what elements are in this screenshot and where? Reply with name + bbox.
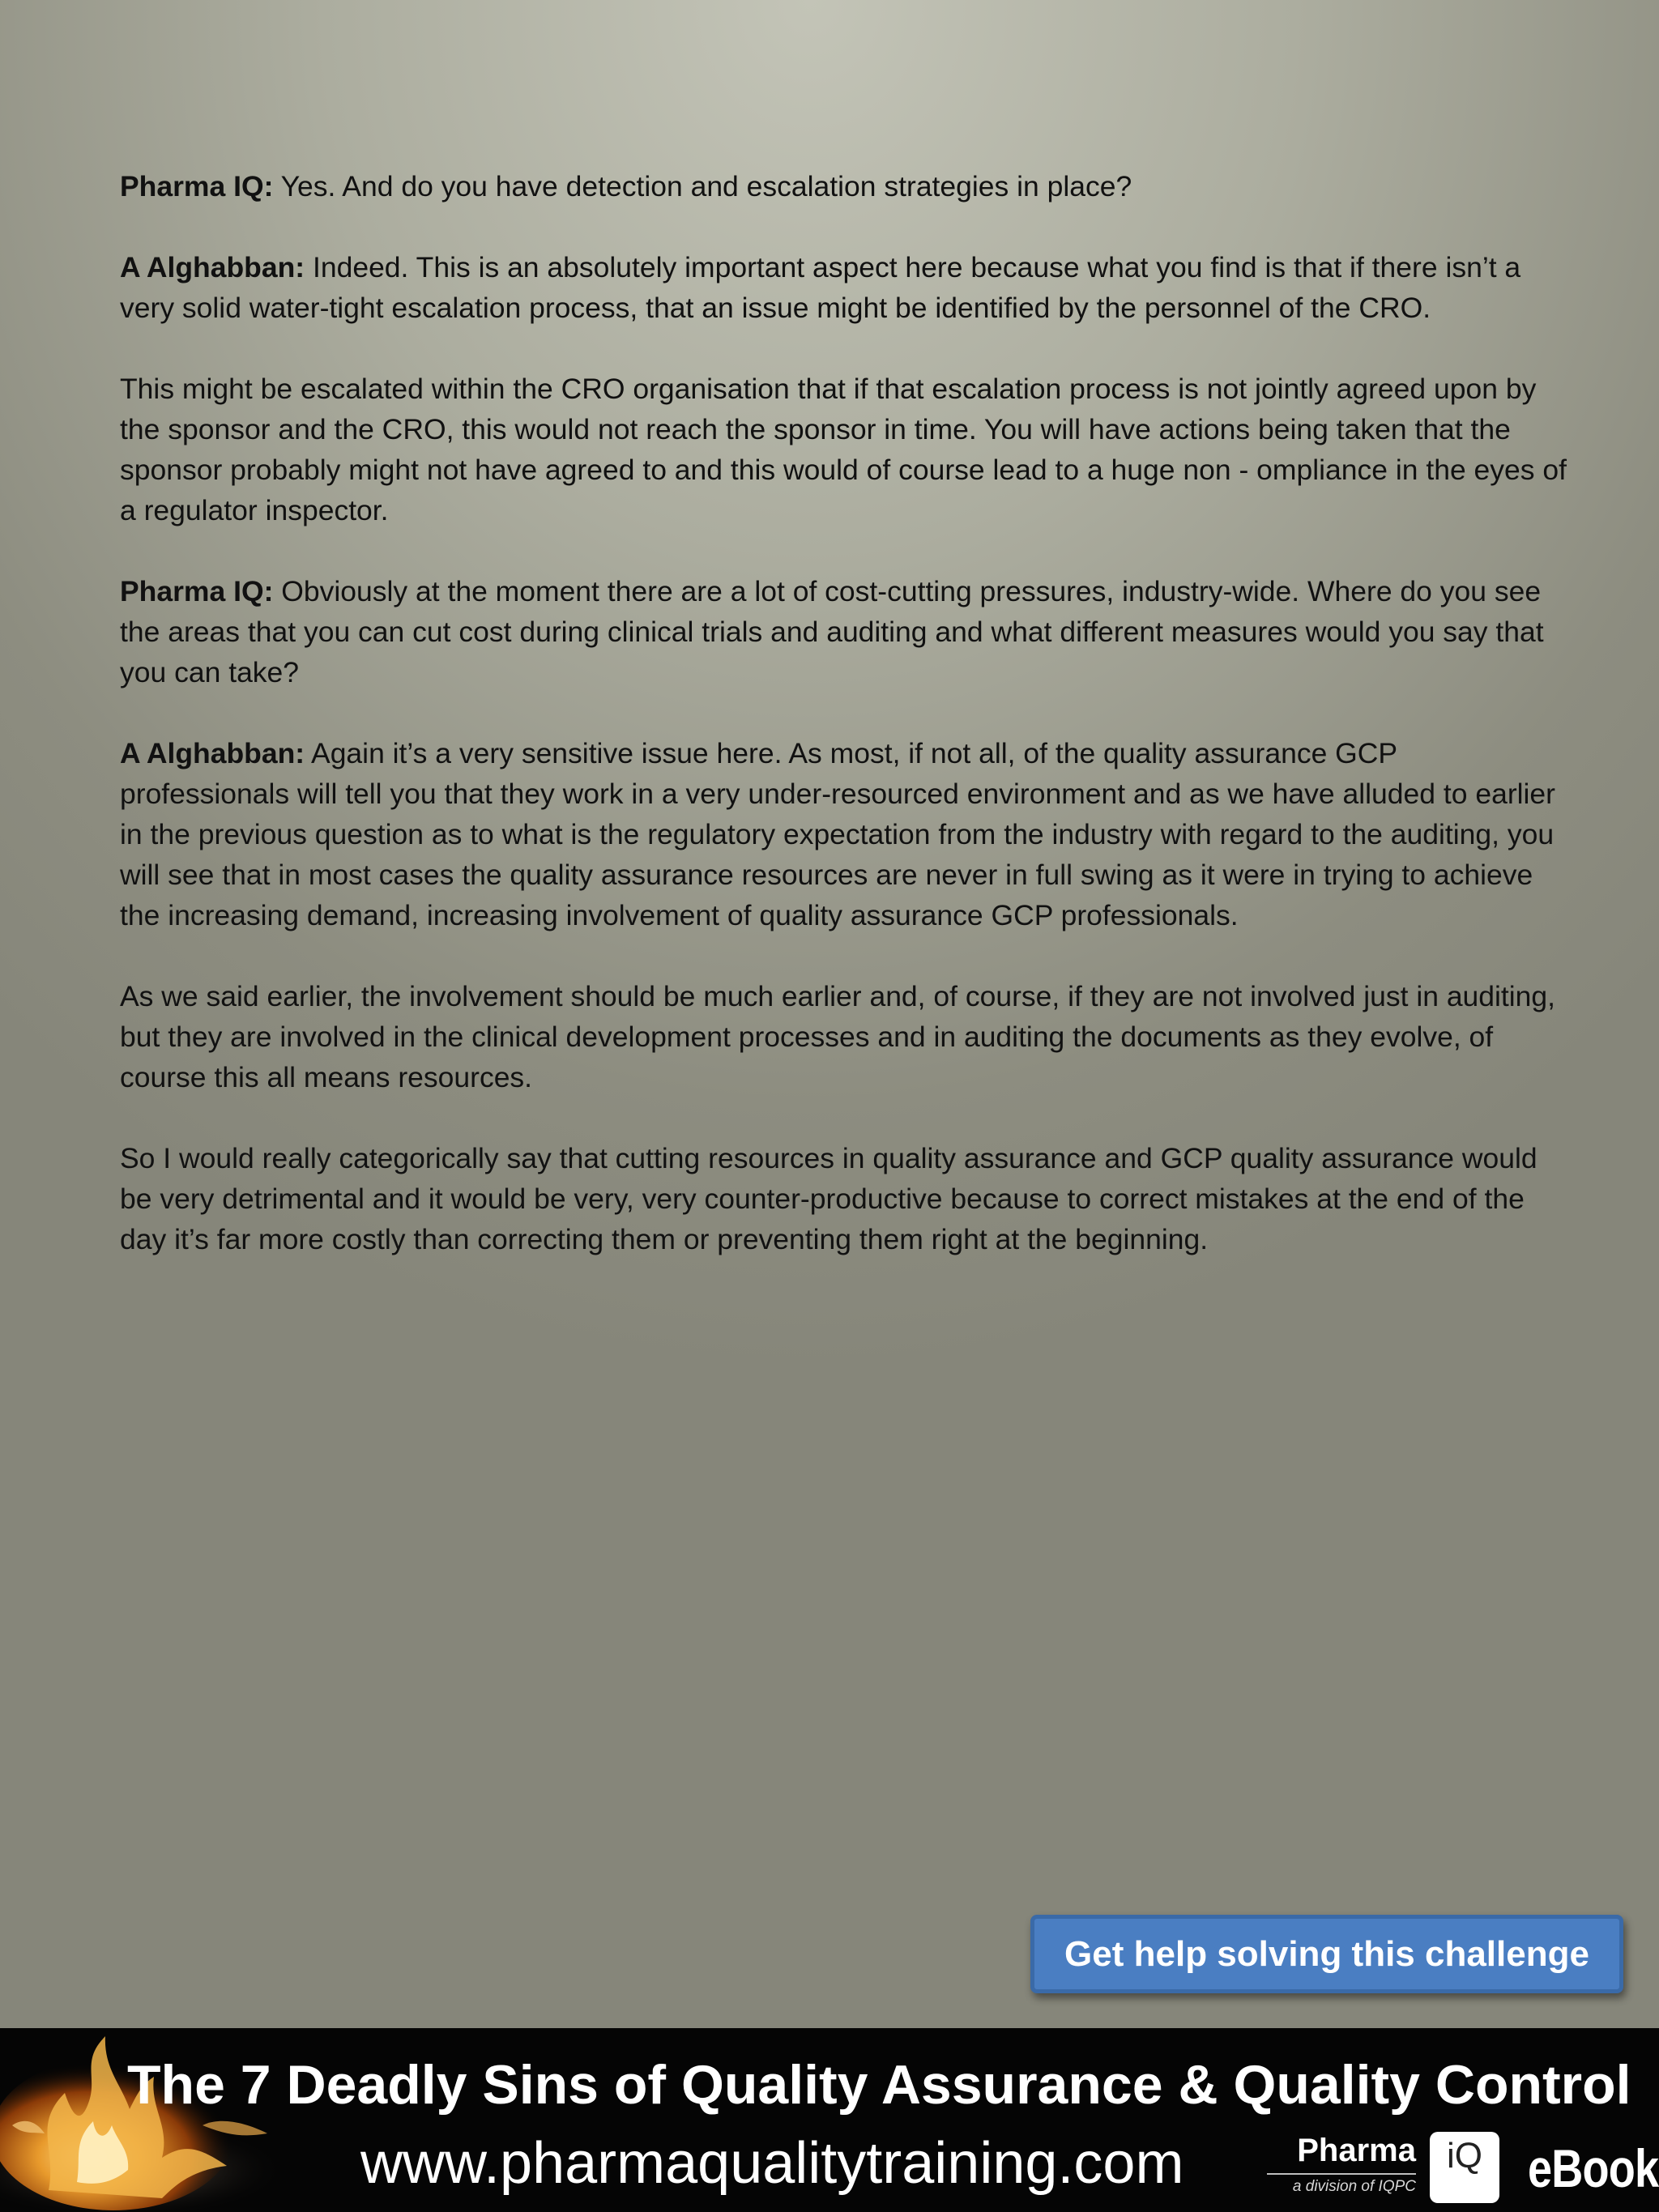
paragraph-text: Again it’s a very sensitive issue here. As most, if not all, of the quality assurance GCP professionals will tell you that they work in a very under-resourced environment and as we have alluded to earlier in the previous question as to what is the regulatory expectation from the industry with regard to the auditing, you will see that in most cases the quality assurance resources are never in full swing as it were in trying to achieve the increasing demand, increasing involvement of quality assurance GCP professionals.: [120, 737, 1555, 931]
paragraph-4: [120, 571, 1570, 693]
speaker-label: A Alghabban:: [120, 737, 305, 769]
brand-iq-box: iQ: [1430, 2132, 1499, 2203]
speaker-label: Pharma IQ:: [120, 170, 274, 202]
pharma-iq-logo: [1264, 2132, 1507, 2205]
brand-name: Pharma: [1297, 2133, 1416, 2168]
paragraph-7: [120, 1138, 1570, 1259]
ebook-title: The 7 Deadly Sins of Quality Assurance & Quality Control: [127, 2054, 1631, 2116]
paragraph-2: [120, 247, 1570, 328]
paragraph-5: [120, 733, 1570, 936]
paragraph-text: Indeed. This is an absolutely important aspect here because what you find is that if there isn’t a very solid water-tight escalation process, that an issue might be identified by the personnel of the CRO.: [120, 251, 1521, 324]
article-body: [120, 166, 1570, 1300]
paragraph-text: So I would really categorically say that cutting resources in quality assurance and GCP quality assurance would be very detrimental and it would be very, very counter-productive because to correct mistakes at the end of the day it’s far more costly than correcting them or preventing them right at the beginning.: [120, 1142, 1537, 1255]
ebook-label: eBook: [1528, 2138, 1659, 2198]
get-help-button[interactable]: Get help solving this challenge: [1030, 1915, 1623, 1993]
brand-subtitle: a division of IQPC: [1292, 2178, 1416, 2195]
paragraph-3: [120, 369, 1570, 531]
website-link[interactable]: www.pharmaqualitytraining.com: [360, 2131, 1184, 2196]
paragraph-text: This might be escalated within the CRO organisation that if that escalation process is not jointly agreed upon by the sponsor and the CRO, this would not reach the sponsor in time. You will have actions being taken that the sponsor probably might not have agreed to and this would of course lead to a huge non - ompliance in the eyes of a regulator inspector.: [120, 373, 1567, 526]
speaker-label: A Alghabban:: [120, 251, 305, 283]
footer-banner: [0, 2028, 1659, 2212]
speaker-label: Pharma IQ:: [120, 575, 274, 607]
brand-divider: [1267, 2173, 1416, 2175]
paragraph-6: [120, 976, 1570, 1097]
paragraph-text: Yes. And do you have detection and escalation strategies in place?: [273, 170, 1132, 202]
paragraph-1: [120, 166, 1570, 207]
paragraph-text: As we said earlier, the involvement should be much earlier and, of course, if they are not involved just in auditing, but they are involved in the clinical development processes and in auditing the documents as they evolve, of course this all means resources.: [120, 980, 1556, 1093]
paragraph-text: Obviously at the moment there are a lot of cost-cutting pressures, industry-wide. Where do you see the areas that you can cut cost during clinical trials and auditing and what different measures would you say that you can take?: [120, 575, 1544, 688]
